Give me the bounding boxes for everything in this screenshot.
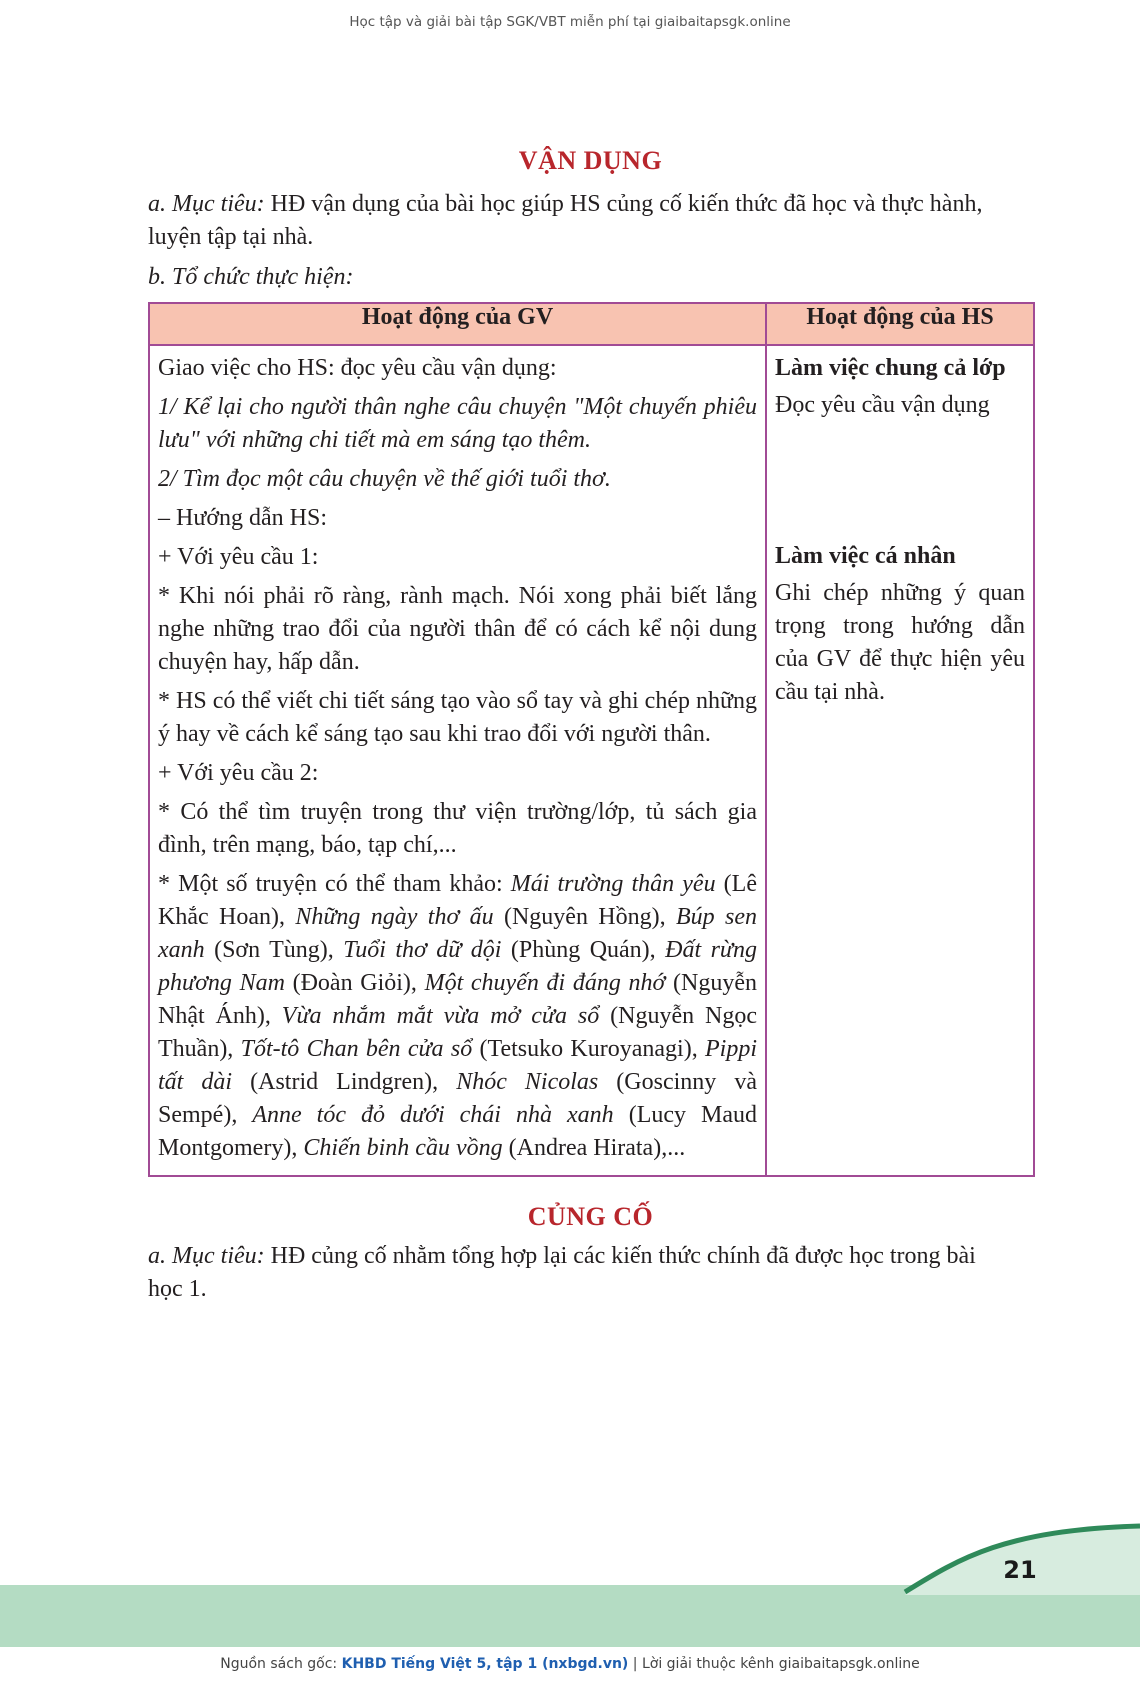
gv-task-intro: Giao việc cho HS: đọc yêu cầu vận dụng: <box>158 355 557 381</box>
header-note: Học tập và giải bài tập SGK/VBT miễn phí tại giaibaitapsgk.online <box>349 14 791 30</box>
muc-tieu-text-2: luyện tập tại nhà. <box>148 224 314 250</box>
book-title: Pippi tất dài <box>158 1036 758 1095</box>
section-title-van-dung: VẬN DỤNG <box>518 146 663 175</box>
hs-heading-whole-class: Làm việc chung cả lớp <box>775 355 1006 381</box>
book-title: Tốt-tô Chan bên cửa sổ <box>240 1036 473 1062</box>
section-title-cung-co: CỦNG CỐ <box>527 1202 654 1231</box>
book-author: (Goscinny và Sempé), <box>158 1069 757 1128</box>
cung-co-section <box>148 1202 1033 1306</box>
book-title: Vừa nhắm mắt vừa mở cửa sổ <box>281 1003 600 1029</box>
gv-req2-note-1: * Có thể tìm truyện trong thư viện trường/lớp, tủ sách gia đình, trên mạng, báo, tạp chí,... <box>158 799 757 858</box>
to-chuc-label: b. Tổ chức thực hiện: <box>148 264 354 290</box>
book-author: (Lê Khắc Hoan), <box>158 871 757 930</box>
muc-tieu-text-1: HĐ vận dụng của bài học giúp HS củng cố kiến thức đã học và thực hành, <box>264 191 983 217</box>
book-title: Anne tóc đỏ dưới chái nhà xanh <box>252 1102 614 1128</box>
hs-text-read-requirement: Đọc yêu cầu vận dụng <box>775 392 990 418</box>
hs-heading-individual: Làm việc cá nhân <box>775 543 956 569</box>
book-title: Nhóc Nicolas <box>456 1069 599 1095</box>
gv-req2-heading: + Với yêu cầu 2: <box>158 760 319 786</box>
hs-text-notes: Ghi chép những ý quan trọng trong hướng dẫn của GV để thực hiện yêu cầu tại nhà. <box>775 580 1025 705</box>
book-title: Tuổi thơ dữ dội <box>343 937 502 963</box>
book-author: (Nguyên Hồng), <box>493 904 676 930</box>
book-list-intro: * Một số truyện có thể tham khảo: <box>158 871 511 897</box>
book-author: (Nguyễn Ngọc Thuần), <box>158 1003 757 1062</box>
book-author: (Phùng Quán), <box>501 937 666 963</box>
page-number: 21 <box>1003 1556 1037 1584</box>
gv-cell <box>149 345 766 1176</box>
book-author: (Lucy Maud Montgomery), <box>158 1102 758 1161</box>
cung-co-muc-tieu <box>148 1240 1033 1306</box>
book-author: (Đoàn Giỏi), <box>284 970 425 996</box>
book-title: Đất rừng phương Nam <box>158 937 757 996</box>
footer-prefix: Nguồn sách gốc: <box>220 1656 342 1672</box>
cung-co-muc-tieu-label: a. Mục tiêu: <box>148 1243 265 1269</box>
page-corner-swoosh <box>0 1520 1140 1595</box>
gv-req1-note-2: * HS có thể viết chi tiết sáng tạo vào sổ tay và ghi chép những ý hay về cách kể sáng tạo sau khi trao đổi với người thân. <box>158 688 757 747</box>
book-title: Búp sen xanh <box>158 904 757 963</box>
footer-source-link[interactable]: KHBD Tiếng Việt 5, tập 1 (nxbgd.vn) <box>341 1656 629 1672</box>
book-title: Những ngày thơ ấu <box>295 904 494 930</box>
gv-requirement-1: 1/ Kể lại cho người thân nghe câu chuyện "Một chuyến phiêu lưu" với những chi tiết mà em sáng tạo thêm. <box>158 394 757 453</box>
book-author: (Andrea Hirata),... <box>502 1135 686 1161</box>
cung-co-muc-tieu-text-2: học 1. <box>148 1276 207 1302</box>
book-author: (Sơn Tùng), <box>204 937 344 963</box>
gv-req1-note-1: * Khi nói phải rõ ràng, rành mạch. Nói xong phải biết lắng nghe những trao đổi của người thân để có cách kể nội dung chuyện hay, hấp dẫn. <box>158 583 757 675</box>
footer-note <box>0 1656 1140 1672</box>
header-hs: Hoạt động của HS <box>766 303 1034 345</box>
hs-spacer <box>775 422 1025 540</box>
activity-table <box>148 302 1035 1177</box>
book-title: Chiến binh cầu vồng <box>303 1135 503 1161</box>
header-gv: Hoạt động của GV <box>149 303 766 345</box>
footer-suffix: | Lời giải thuộc kênh giaibaitapsgk.online <box>628 1656 920 1672</box>
muc-tieu-label: a. Mục tiêu: <box>148 191 265 217</box>
gv-req1-heading: + Với yêu cầu 1: <box>158 544 319 570</box>
book-author: (Tetsuko Kuroyanagi), <box>472 1036 706 1062</box>
book-author: (Nguyễn Nhật Ánh), <box>158 970 758 1029</box>
gv-guide-heading: – Hướng dẫn HS: <box>158 505 328 531</box>
book-title: Một chuyến đi đáng nhớ <box>424 970 666 996</box>
book-title: Mái trường thân yêu <box>510 871 716 897</box>
van-dung-section <box>148 146 1033 1177</box>
gv-book-list <box>158 868 757 1165</box>
gv-requirement-2: 2/ Tìm đọc một câu chuyện về thế giới tuổi thơ. <box>158 466 611 492</box>
muc-tieu-paragraph <box>148 188 1033 254</box>
hs-cell <box>766 345 1034 1176</box>
book-author: (Astrid Lindgren), <box>232 1069 457 1095</box>
cung-co-muc-tieu-text-1: HĐ củng cố nhằm tổng hợp lại các kiến thức chính đã được học trong bài <box>264 1243 976 1269</box>
